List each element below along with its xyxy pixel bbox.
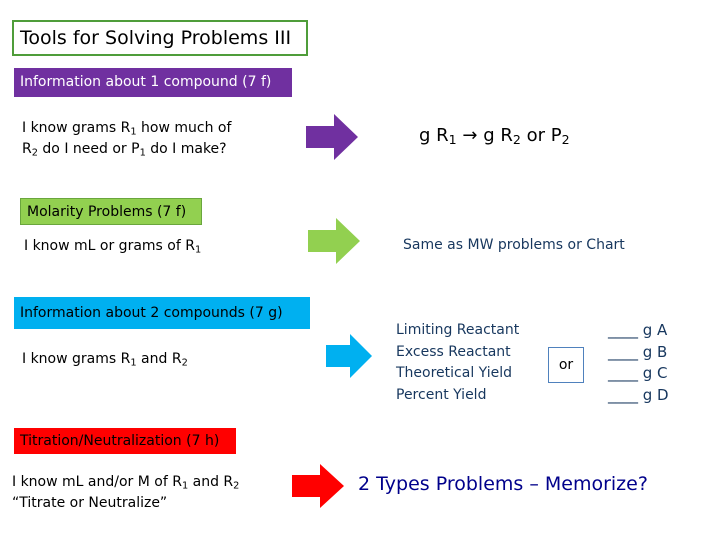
titration-question: I know mL and/or M of $R_1$ and $R_2$ “Titrate or Neutralize” (12, 474, 240, 511)
titration-result: 2 Types Problems – Memorize? (358, 473, 648, 495)
molarity-arrow-icon (308, 218, 360, 264)
page-title: Tools for Solving Problems III (12, 20, 308, 56)
one-compound-result: g $R_1 \to g$ $R_2$ or $P_2$ (419, 125, 570, 148)
molarity-result: Same as MW problems or Chart (403, 237, 625, 253)
result-item: Excess Reactant (396, 343, 511, 360)
section-label-titration: Titration/Neutralization (7 h) (14, 428, 236, 454)
or-box: or (548, 347, 584, 383)
molarity-question: I know mL or grams of $R_1$ (24, 238, 202, 256)
section-label-two-compounds: Information about 2 compounds (7 g) (14, 297, 310, 329)
one-compound-arrow-icon (306, 114, 358, 160)
two-compounds-arrow-icon (326, 334, 372, 378)
grams-item: ____ g A (608, 321, 668, 339)
section-label-molarity: Molarity Problems (7 f) (20, 198, 202, 225)
result-item: Limiting Reactant (396, 322, 520, 338)
one-compound-question: I know grams $R_1$ how much of $R_2$ do I need or $P_1$ do I make? (22, 120, 232, 159)
grams-item: ____ g C (608, 364, 668, 382)
two-compounds-question: I know grams $R_1$ and $R_2$ (22, 351, 188, 369)
result-item: Percent Yield (396, 386, 487, 403)
section-label-one-compound: Information about 1 compound (7 f) (14, 68, 292, 97)
titration-arrow-icon (292, 464, 344, 508)
two-compounds-results-list (396, 320, 519, 406)
grams-item: ____ g D (608, 385, 669, 404)
grams-item: ____ g B (608, 342, 668, 361)
grams-list (608, 320, 669, 406)
result-item: Theoretical Yield (396, 365, 512, 381)
